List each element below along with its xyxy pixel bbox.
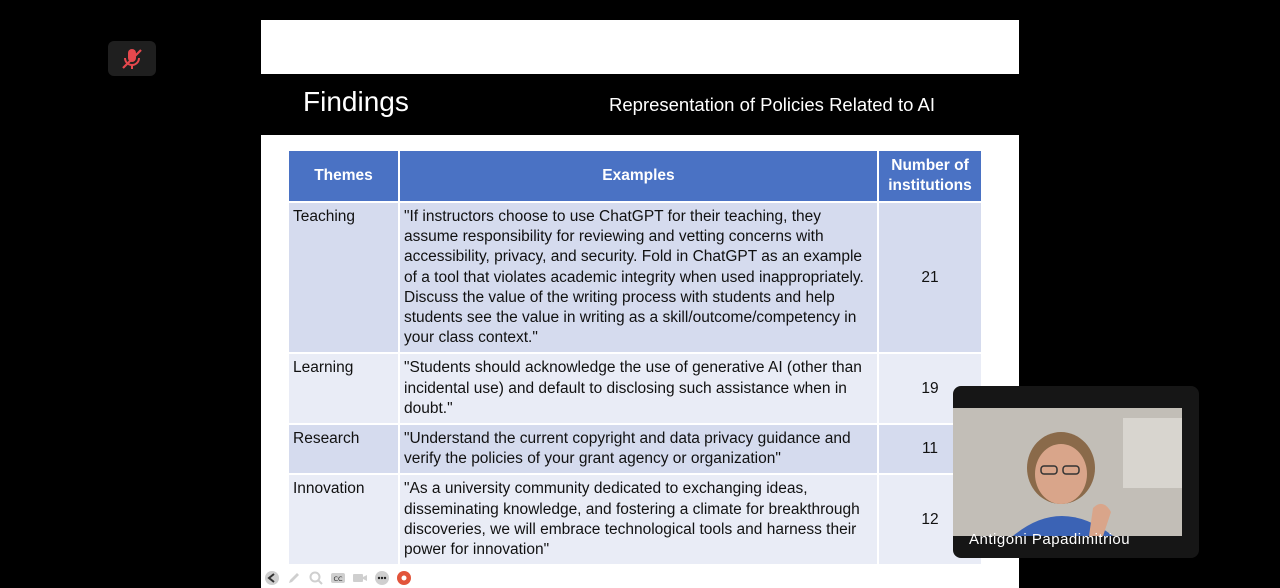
example-cell: "If instructors choose to use ChatGPT for their teaching, they assume responsibility for reviewing and vetting concerns with accessibility, privacy, and security. Fold in ChatGPT as an example of a tool that violates academic integrity when used inappropriately. Discuss the value of the writing process with students and help students see the value in writing as a skill/outcome/competency in your class context."	[399, 202, 878, 353]
example-cell: "As a university community dedicated to exchanging ideas, disseminating knowledge, and fostering a climate for breakthrough discoveries, we will embrace technological tools and harness their power for innovation"	[399, 474, 878, 565]
table-row	[288, 424, 982, 474]
slide-top-band	[261, 20, 1019, 74]
presentation-toolbar	[263, 569, 413, 587]
zoom-icon[interactable]	[307, 569, 325, 587]
header-themes: Themes	[288, 150, 399, 202]
more-icon[interactable]	[373, 569, 391, 587]
back-arrow-icon[interactable]	[263, 569, 281, 587]
count-cell: 21	[878, 202, 982, 353]
captions-icon[interactable]	[329, 569, 347, 587]
example-cell: "Understand the current copyright and data privacy guidance and verify the policies of your grant agency or organization"	[399, 424, 878, 474]
pen-icon[interactable]	[285, 569, 303, 587]
example-cell: "Students should acknowledge the use of generative AI (other than incidental use) and default to disclosing such assistance when in doubt."	[399, 353, 878, 424]
microphone-muted-icon	[119, 46, 145, 72]
count-cell: 11	[878, 424, 982, 474]
video-icon[interactable]	[351, 569, 369, 587]
table-header-row	[288, 150, 982, 202]
table-row	[288, 202, 982, 353]
slide-title: Findings	[303, 86, 409, 117]
count-cell: 12	[878, 474, 982, 565]
mute-button[interactable]	[108, 41, 156, 76]
findings-table	[287, 149, 983, 566]
count-cell: 19	[878, 353, 982, 424]
theme-cell: Research	[288, 424, 399, 474]
theme-cell: Learning	[288, 353, 399, 424]
participant-video-tile[interactable]	[953, 386, 1199, 558]
slide-subtitle: Representation of Policies Related to AI	[609, 94, 935, 115]
table-row	[288, 474, 982, 565]
slide-header	[261, 74, 1019, 135]
theme-cell: Teaching	[288, 202, 399, 353]
participant-video-feed	[953, 408, 1182, 536]
table-row	[288, 353, 982, 424]
shared-slide	[261, 20, 1019, 588]
theme-cell: Innovation	[288, 474, 399, 565]
laser-pointer-icon[interactable]	[395, 569, 413, 587]
slide-body	[261, 135, 1019, 588]
svg-text:CC: CC	[333, 575, 343, 583]
participant-name: Antigoni Papadimitriou	[969, 531, 1131, 548]
header-examples: Examples	[399, 150, 878, 202]
header-count: Number of institutions	[878, 150, 982, 202]
